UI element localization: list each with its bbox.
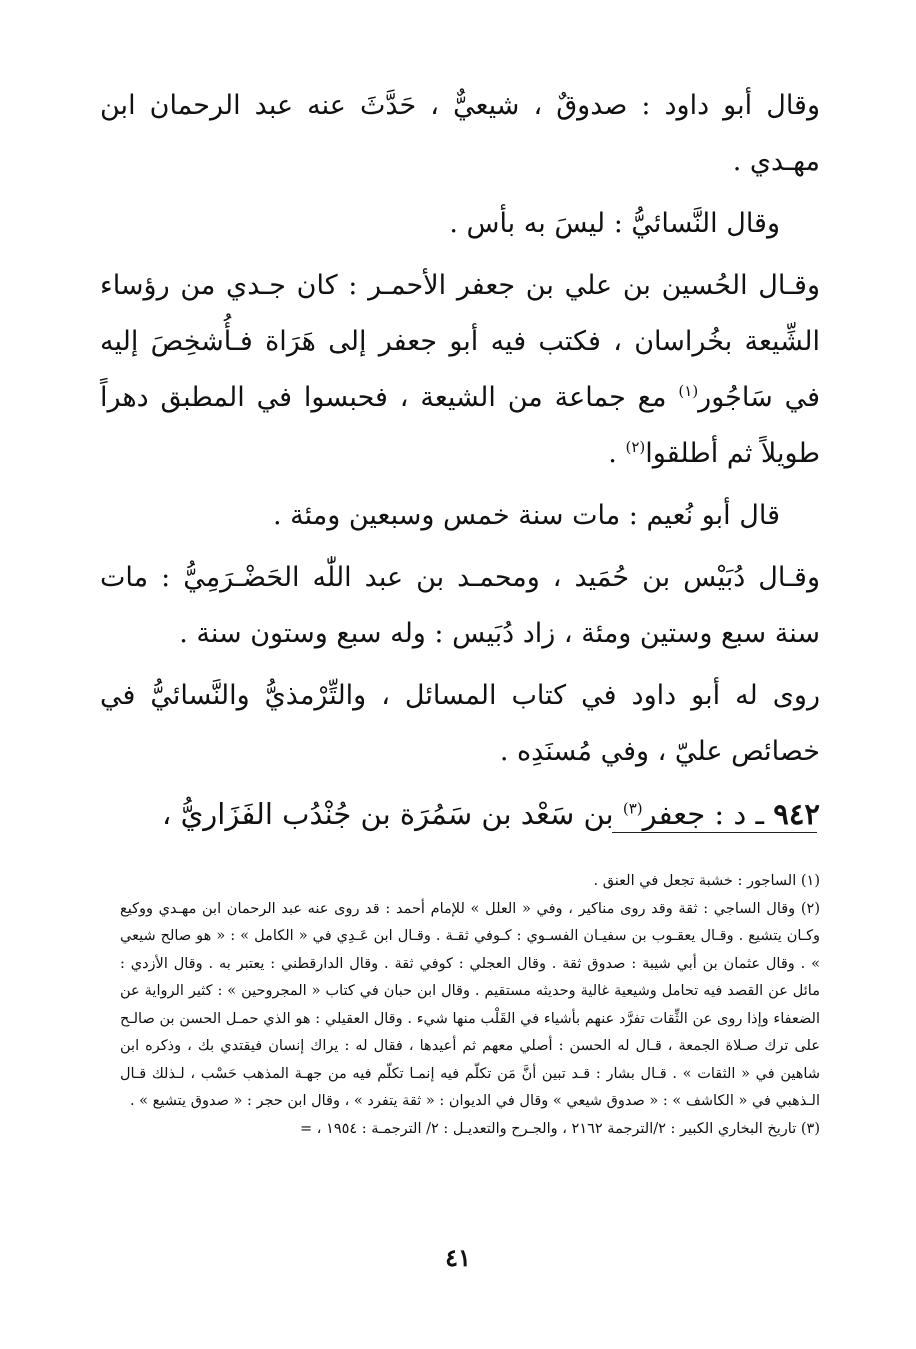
footnote-3: (٣) تاريخ البخاري الكبير : ٢/الترجمة ٢١٦٢ ، والجـرح والتعديـل : ٢/ الترجمـة : ١٩٥٤ ، =	[299, 1120, 820, 1137]
footnotes	[120, 868, 820, 1143]
paragraph-nasai: وقال النَّسائيُّ : ليسَ به بأس .	[449, 208, 780, 239]
paragraph-husain-start: وقـال الحُسين بن علي بن جعفر الأحمـر : كان جـدي من رؤساء الشِّيعة بخُراسان ، فكتب فيه أبو جعفر إلى هَرَاة فـأُشخِصَ إليه في سَاجُور	[100, 270, 820, 413]
entry-number: ٩٤٢	[773, 797, 820, 831]
paragraph-abu-dawud: وقال أبو داود : صدوقٌ ، شيعيٌّ ، حَدَّثَ عنه عبد الرحمان ابن مهـدي .	[100, 90, 820, 177]
entry-name: بن سَعْد بن سَمُرَة بن جُنْدُب الفَزَاريُّ ،	[161, 797, 623, 831]
paragraph-riwaya: روى له أبو داود في كتاب المسائل ، والتِّرْمذيُّ والنَّسائيُّ في خصائص عليّ ، وفي مُسنَدِه .	[100, 680, 820, 767]
footnote-2: (٢) وقال الساجي : ثقة وقد روى مناكير ، وفي « العلل » للإمام أحمد : قد روى عنه عبد الرحمان ابن مهـدي ووكيع وكـان يتشيع . وقـال يعقـوب بن سفيـان الفسـوي : كـوفي ثقـة . وقـال ابن عَـدِي في « الكامل » : « هو صالح شيعي » . وقال عثمان بن أبي شيبة : صدوق ثقة . وقال العجلي : كوفي ثقة . وقال الدارقطني : يعتبر به . وقال الأزدي : مائل عن القصد فيه تحامل وشيعية غالية وحديثه مستقيم . وقال ابن حبان في كتاب « المجروحين » : كثير الرواية عن الضعفاء وإذا روى عن الثِّقات تفرَّد عنهم بأشياء في القَلْب منها شيء . وقال العقيلي : هو الذي حمـل الحسن بن صالـح على ترك صـلاة الجمعة ، قـال له الحسن : أصلي معهم ثم أعيدها ، فقال له : يراك إنسان فيقتدي بك ، وذكره ابن شاهين في « الثقات » . قـال بشار : قـد تبين أنَّ مَن تكلّم فيه إنمـا تكلّم فيه من جهـة المذهب حَسْب ، لـذلك قـال الـذهبي في « الكاشف » : « صدوق شيعي » وقال في الديوان : « ثقة يتفرد » ، وقال ابن حجر : « صدوق يتشيع » .	[120, 900, 820, 1109]
footnote-ref-1[interactable]: (١)	[678, 382, 699, 400]
page-number: ٤١	[445, 1243, 471, 1272]
paragraph-husain	[100, 258, 820, 482]
paragraph-husain-middle: مع جماعة من الشيعة ، فحبسوا في المطبق دهراً طويلاً ثم أطلقوا	[100, 382, 820, 469]
main-text	[100, 78, 820, 848]
footnote-ref-3[interactable]: (٣)	[622, 799, 643, 818]
footnote-divider	[612, 832, 817, 833]
entry-separator: ـ د : جعفر	[642, 797, 774, 831]
paragraph-abu-nuaim: قال أبو نُعيم : مات سنة خمس وسبعين ومئة .	[272, 500, 780, 531]
footnote-ref-2[interactable]: (٢)	[625, 438, 646, 456]
paragraph-dubais: وقـال دُبَيْس بن حُمَيد ، ومحمـد بن عبد اللّٰه الحَضْـرَمِيُّ : مات سنة سبع وستين ومئة ، زاد دُبَيس : وله سبع وستون سنة .	[100, 562, 820, 649]
entry-heading	[100, 786, 820, 842]
paragraph-husain-end: .	[608, 438, 626, 469]
footnote-1: (١) الساجور : خشبة تجعل في العنق .	[593, 873, 820, 889]
